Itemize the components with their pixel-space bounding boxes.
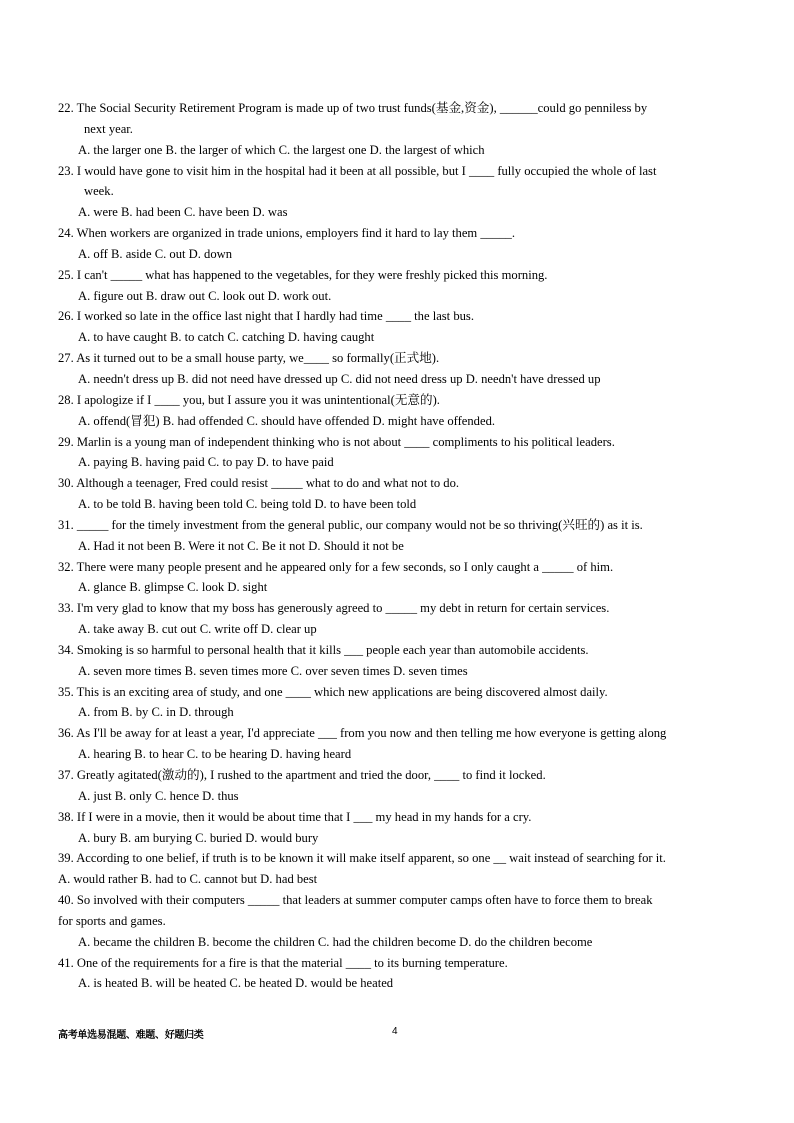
question-item — [58, 98, 748, 161]
question-item — [58, 348, 748, 390]
question-item — [58, 161, 748, 224]
question-item — [58, 390, 748, 432]
question-stem: 23. I would have gone to visit him in the hospital had it been at all possible, but I ____ fully occupied the whole of last — [58, 163, 657, 178]
answer-options: A. to be told B. having been told C. being told D. to have been told — [78, 497, 417, 512]
answer-options: A. the larger one B. the larger of which C. the largest one D. the largest of which — [78, 142, 485, 157]
answer-options: A. glance B. glimpse C. look D. sight — [78, 580, 268, 595]
question-item — [58, 723, 748, 765]
question-item — [58, 848, 748, 890]
question-stem: 24. When workers are organized in trade unions, employers find it hard to lay them _____. — [58, 226, 515, 241]
question-item — [58, 598, 748, 640]
question-stem: 25. I can't _____ what has happened to the vegetables, for they were freshly picked this morning. — [58, 267, 548, 282]
answer-options: A. just B. only C. hence D. thus — [78, 788, 239, 803]
page-number: 4 — [392, 1026, 398, 1037]
question-stem: 33. I'm very glad to know that my boss has generously agreed to _____ my debt in return for certain services. — [58, 601, 610, 616]
question-item — [58, 306, 748, 348]
question-item — [58, 515, 748, 557]
question-item — [58, 557, 748, 599]
question-stem-continued: for sports and games. — [58, 913, 166, 928]
question-item — [58, 953, 748, 995]
question-item — [58, 265, 748, 307]
answer-options: A. to have caught B. to catch C. catching D. having caught — [78, 330, 375, 345]
question-stem: 34. Smoking is so harmful to personal health that it kills ___ people each year than automobile accidents. — [58, 642, 589, 657]
question-item — [58, 765, 748, 807]
answer-options: A. would rather B. had to C. cannot but D. had best — [58, 872, 318, 887]
question-stem-continued: week. — [84, 184, 114, 199]
question-stem: 32. There were many people present and he appeared only for a few seconds, so I only caught a _____ of him. — [58, 559, 614, 574]
question-stem: 38. If I were in a movie, then it would be about time that I ___ my head in my hands for a cry. — [58, 809, 532, 824]
answer-options: A. figure out B. draw out C. look out D. work out. — [78, 288, 332, 303]
footer-title: 高考单选易混题、难题、好题归类 — [58, 1030, 204, 1041]
question-item — [58, 890, 748, 953]
question-item — [58, 473, 748, 515]
answer-options: A. is heated B. will be heated C. be heated D. would be heated — [78, 976, 394, 991]
answer-options: A. became the children B. become the children C. had the children become D. do the children become — [78, 934, 593, 949]
question-stem: 35. This is an exciting area of study, and one ____ which new applications are being discovered almost daily. — [58, 684, 608, 699]
question-stem: 36. As I'll be away for at least a year, I'd appreciate ___ from you now and then telling me how everyone is getting along — [58, 726, 667, 741]
answer-options: A. from B. by C. in D. through — [78, 705, 234, 720]
question-item — [58, 640, 748, 682]
answer-options: A. off B. aside C. out D. down — [78, 246, 233, 261]
question-stem: 26. I worked so late in the office last night that I hardly had time ____ the last bus. — [58, 309, 474, 324]
question-stem: 29. Marlin is a young man of independent thinking who is not about ____ compliments to his political leaders. — [58, 434, 615, 449]
question-stem: 22. The Social Security Retirement Program is made up of two trust funds(基金,资金), ______could go penniless by — [58, 101, 648, 115]
question-stem: 37. Greatly agitated(激动的), I rushed to the apartment and tried the door, ____ to find it locked. — [58, 768, 546, 782]
answer-options: A. paying B. having paid C. to pay D. to have paid — [78, 455, 334, 470]
question-stem: 28. I apologize if I ____ you, but I assure you it was unintentional(无意的). — [58, 392, 440, 407]
answer-options: A. seven more times B. seven times more C. over seven times D. seven times — [78, 663, 468, 678]
question-item — [58, 223, 748, 265]
question-stem: 30. Although a teenager, Fred could resist _____ what to do and what not to do. — [58, 476, 460, 491]
answer-options: A. bury B. am burying C. buried D. would bury — [78, 830, 319, 845]
answer-options: A. were B. had been C. have been D. was — [78, 205, 288, 220]
question-stem: 31. _____ for the timely investment from the general public, our company would not be so thriving(兴旺的) as it is. — [58, 517, 643, 532]
question-stem: 39. According to one belief, if truth is to be known it will make itself apparent, so one __ wait instead of searching for it. — [58, 851, 666, 866]
answer-options: A. take away B. cut out C. write off D. clear up — [78, 622, 317, 637]
question-stem: 41. One of the requirements for a fire is that the material ____ to its burning temperature. — [58, 955, 508, 970]
answer-options: A. hearing B. to hear C. to be hearing D. having heard — [78, 747, 352, 762]
question-list — [58, 98, 748, 994]
answer-options: A. offend(冒犯) B. had offended C. should have offended D. might have offended. — [78, 413, 496, 428]
question-item — [58, 432, 748, 474]
answer-options: A. Had it not been B. Were it not C. Be it not D. Should it not be — [78, 538, 404, 553]
question-stem: 40. So involved with their computers _____ that leaders at summer computer camps often have to force them to break — [58, 893, 653, 908]
question-stem-continued: next year. — [84, 121, 133, 136]
question-item — [58, 807, 748, 849]
answer-options: A. needn't dress up B. did not need have dressed up C. did not need dress up D. needn't have dressed up — [78, 371, 601, 386]
question-stem: 27. As it turned out to be a small house party, we____ so formally(正式地). — [58, 351, 440, 366]
question-item — [58, 682, 748, 724]
